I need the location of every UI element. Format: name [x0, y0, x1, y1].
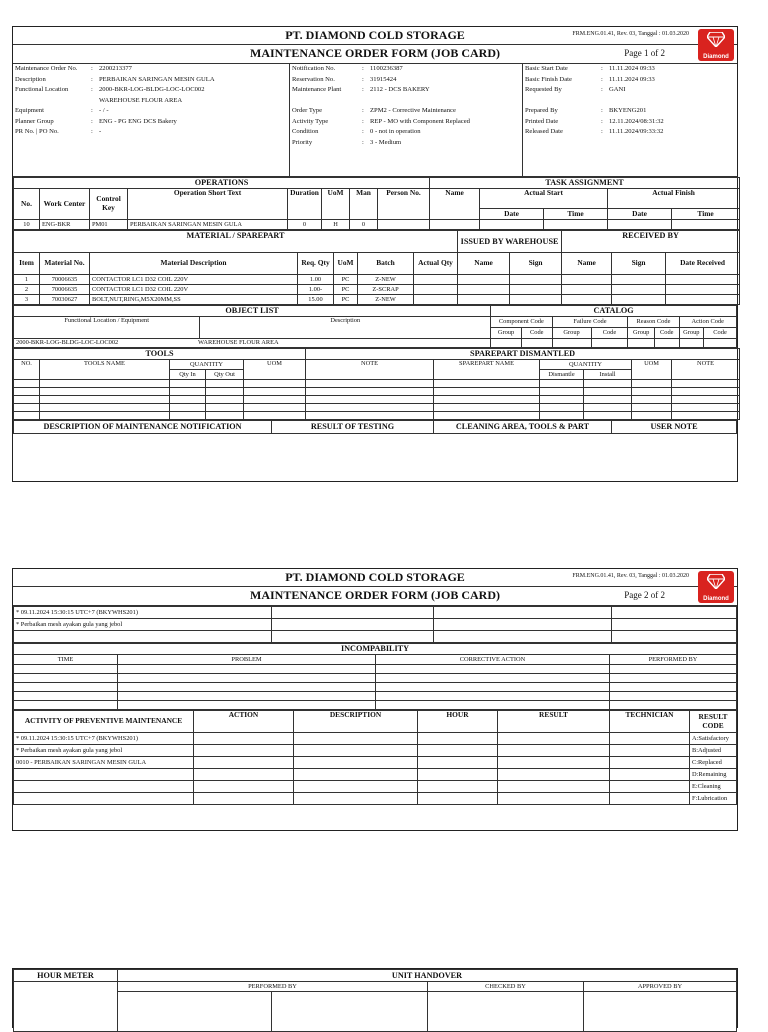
col-header: Component Code — [491, 317, 552, 328]
table-row — [14, 733, 737, 745]
col-header: ACTIVITY OF PREVENTIVE MAINTENANCE — [14, 711, 194, 733]
value: 11.11.2024 09:33 — [609, 65, 655, 73]
diamond-logo — [698, 571, 734, 603]
cell: PERBAIKAN SARINGAN MESIN GULA — [128, 220, 288, 230]
col-header: CHECKED BY — [428, 982, 584, 992]
issued-by-title: ISSUED BY WAREHOUSE — [458, 231, 562, 253]
result-code: B:Adjusted — [690, 745, 737, 757]
label: Basic Finish Date — [525, 75, 572, 83]
table-row — [14, 275, 740, 285]
col-header: QUANTITY — [540, 360, 632, 370]
col-header: APPROVED BY — [584, 982, 737, 992]
col-header: PROBLEM — [118, 655, 376, 665]
order-info-middle: Notification No. : 1100236387 Reservation No. : 31915424 Maintenance Plant : 2112 - DCS BAKERY Order Type : ZPM2 - Corrective Maintenance Activity Type : REP - MO with Component Replaced Condition : 0 - not in operation Priority : 3 - Medium — [290, 64, 522, 148]
col-header: NO. — [14, 360, 40, 380]
value: REP - MO with Component Replaced — [370, 117, 470, 125]
value: 12.11.2024/08:31:32 — [609, 117, 664, 125]
value: PERBAIKAN SARINGAN MESIN GULA — [99, 75, 215, 83]
diamond-icon — [707, 32, 725, 47]
page-2 — [12, 568, 738, 831]
col-header: TIME — [14, 655, 118, 665]
col-header: No. — [14, 189, 40, 220]
order-info-left: Maintenance Order No. : 2200213377 Description : PERBAIKAN SARINGAN MESIN GULA Functional Location : 2000-BKR-LOG-BLDG-LOC-LOC002 WAREHOUSE FLOUR AREA Equipment : - / - Planner Group : ENG - PG ENG DCS Bakery PR No. | PO No. : - — [13, 64, 289, 138]
result-code: A:Satisfactory — [690, 733, 737, 745]
sparepart-dismantled-title: SPAREPART DISMANTLED — [306, 349, 740, 360]
label: Activity Type — [292, 117, 329, 125]
label: Reservation No. — [292, 75, 335, 83]
cell: * 09.11.2024 15:30:15 UTC+7 (BKYWHS201) — [14, 733, 194, 745]
cell: 0010 - PERBAIKAN SARINGAN MESIN GULA — [14, 757, 194, 769]
label: Printed Date — [525, 117, 559, 125]
label: Requested By — [525, 86, 562, 94]
value: GANI — [609, 86, 626, 94]
col-header: UOM — [244, 360, 306, 380]
label: Functional Location — [15, 86, 69, 94]
incompatibility-table — [13, 643, 737, 710]
col-header: Name — [430, 189, 480, 220]
col-header: Action Code — [679, 317, 736, 328]
cell: 10 — [14, 220, 40, 230]
handover-section — [12, 968, 738, 1028]
label: Notification No. — [292, 65, 336, 73]
col-header: Description — [200, 317, 491, 339]
cell: PC — [334, 285, 358, 295]
col-header: QUANTITY — [170, 360, 244, 370]
task-assignment-title: TASK ASSIGNMENT — [430, 178, 740, 189]
col-header: Actual Finish — [608, 189, 740, 209]
diamond-logo — [698, 29, 734, 61]
operations-title: OPERATIONS — [14, 178, 430, 189]
label: Planner Group — [15, 117, 54, 125]
label: Prepared By — [525, 107, 558, 115]
table-row — [14, 220, 740, 230]
user-note-title: USER NOTE — [612, 421, 737, 434]
cell: 1.00 — [298, 275, 334, 285]
table-row — [14, 396, 740, 404]
col-header: RESULT CODE — [690, 711, 737, 733]
form-title: MAINTENANCE ORDER FORM (JOB CARD) — [13, 586, 737, 603]
col-header: Qty In — [170, 370, 206, 380]
col-header: Group — [628, 328, 655, 339]
cell: ENG-BKR — [40, 220, 90, 230]
label: Condition — [292, 128, 319, 136]
object-list-title: OBJECT LIST — [14, 306, 491, 317]
material-table — [13, 230, 740, 305]
unit-handover-title: UNIT HANDOVER — [118, 970, 737, 982]
table-row — [14, 781, 737, 793]
material-title: MATERIAL / SPAREPART — [14, 231, 458, 253]
table-row — [14, 674, 737, 683]
cell: 3 — [14, 295, 40, 305]
cell: Z-SCRAP — [358, 285, 414, 295]
result-code: C:Replaced — [690, 757, 737, 769]
col-header: SPAREPART NAME — [434, 360, 540, 380]
form-reference: FRM.ENG.01.41, Rev. 03, Tanggal : 01.03.2020 — [572, 31, 689, 37]
preventive-activity-table — [13, 710, 737, 805]
cell: WAREHOUSE FLOUR AREA — [198, 339, 279, 347]
cleaning-area-title: CLEANING AREA, TOOLS & PART — [434, 421, 612, 434]
col-header: Control Key — [90, 189, 128, 220]
col-header: Date Received — [666, 253, 740, 275]
cell: 1.00- — [298, 285, 334, 295]
cell: 70006635 — [40, 285, 90, 295]
col-header: PERFORMED BY — [118, 982, 428, 992]
col-header: UoM — [334, 253, 358, 275]
table-row — [14, 295, 740, 305]
order-info — [13, 64, 737, 177]
col-header: Work Center — [40, 189, 90, 220]
form-reference: FRM.ENG.01.41, Rev. 03, Tanggal : 01.03.2020 — [572, 573, 689, 579]
col-header: Code — [591, 328, 628, 339]
value: WAREHOUSE FLOUR AREA — [99, 96, 183, 104]
table-row — [14, 692, 737, 701]
order-info-right: Basic Start Date : 11.11.2024 09:33 Basic Finish Date : 11.11.2024 09:33 Requested By : GANI Prepared By : BKYENG201 Printed Date : 12.11.2024/08:31:32 Released Date : 11.11.2024/09:33:32 — [523, 64, 737, 138]
diamond-icon — [707, 574, 725, 589]
value: - — [99, 128, 102, 136]
col-header: Name — [458, 253, 510, 275]
col-header: DESCRIPTION — [294, 711, 418, 733]
table-row — [14, 388, 740, 396]
table-row — [14, 380, 740, 388]
cell: CONTACTOR LC1 D32 COIL 220V — [90, 285, 298, 295]
table-row — [14, 769, 737, 781]
col-header: RESULT — [498, 711, 610, 733]
value: 3 - Medium — [370, 138, 402, 146]
cell: Z-NEW — [358, 275, 414, 285]
logo-text: Diamond — [703, 54, 729, 60]
page-header — [13, 569, 737, 606]
cell: PC — [334, 275, 358, 285]
col-header: Install — [584, 370, 632, 380]
object-list-table — [13, 305, 737, 348]
table-row — [14, 285, 740, 295]
table-row — [14, 665, 737, 674]
col-header: NOTE — [672, 360, 740, 380]
col-header: Actual Start — [480, 189, 608, 209]
col-header: Date — [480, 209, 544, 220]
col-header: Code — [654, 328, 679, 339]
label: Maintenance Order No. — [15, 65, 78, 73]
value: 2000-BKR-LOG-BLDG-LOC-LOC002 — [99, 86, 205, 94]
cell: PC — [334, 295, 358, 305]
col-header: Batch — [358, 253, 414, 275]
incompatibility-title: INCOMPABILITY — [14, 644, 737, 655]
col-header: Dismantle — [540, 370, 584, 380]
result-testing-title: RESULT OF TESTING — [272, 421, 434, 434]
label: Basic Start Date — [525, 65, 568, 73]
page-number: Page 2 of 2 — [624, 590, 665, 600]
table-row — [14, 793, 737, 805]
tools-title: TOOLS — [14, 349, 306, 360]
label: Order Type — [292, 107, 322, 115]
result-code: E:Cleaning — [690, 781, 737, 793]
col-header: UOM — [632, 360, 672, 380]
value: ENG - PG ENG DCS Bakery — [99, 117, 177, 125]
company-name: PT. DIAMOND COLD STORAGE — [285, 28, 465, 42]
company-name: PT. DIAMOND COLD STORAGE — [285, 570, 465, 584]
page-header — [13, 27, 737, 64]
col-header: HOUR — [418, 711, 498, 733]
cell: CONTACTOR LC1 D32 COIL 220V — [90, 275, 298, 285]
value: 11.11.2024 09:33 — [609, 75, 655, 83]
tools-table — [13, 348, 740, 420]
cell: Z-NEW — [358, 295, 414, 305]
table-row — [14, 757, 737, 769]
col-header: Code — [704, 328, 737, 339]
col-header: Group — [679, 328, 704, 339]
col-header: Operation Short Text — [128, 189, 288, 220]
value: 1100236387 — [370, 65, 403, 73]
table-row — [14, 404, 740, 412]
col-header: PERFORMED BY — [610, 655, 737, 665]
col-header: Name — [562, 253, 612, 275]
cell: 0 — [288, 220, 322, 230]
value: 31915424 — [370, 75, 397, 83]
cell: H — [322, 220, 350, 230]
page-number: Page 1 of 2 — [624, 48, 665, 58]
logo-text: Diamond — [703, 596, 729, 602]
hour-meter-title: HOUR METER — [14, 970, 118, 982]
notes-table — [13, 606, 737, 643]
page-1 — [12, 26, 738, 482]
cell: 15.00 — [298, 295, 334, 305]
col-header: ACTION — [194, 711, 294, 733]
cell: 70006635 — [40, 275, 90, 285]
table-row — [14, 412, 740, 420]
cell: 0 — [350, 220, 378, 230]
value: 2112 - DCS BAKERY — [370, 86, 430, 94]
cell: 70030627 — [40, 295, 90, 305]
table-row — [14, 683, 737, 692]
label: Description — [15, 75, 46, 83]
label: Priority — [292, 138, 313, 146]
col-header: UoM — [322, 189, 350, 220]
label: Maintenance Plant — [292, 86, 342, 94]
col-header: Time — [544, 209, 608, 220]
col-header: Actual Qty — [414, 253, 458, 275]
label: Released Date — [525, 128, 563, 136]
table-row — [14, 701, 737, 710]
col-header: CORRECTIVE ACTION — [376, 655, 610, 665]
form-title: MAINTENANCE ORDER FORM (JOB CARD) — [13, 44, 737, 61]
result-code: D:Remaining — [690, 769, 737, 781]
value: - / - — [99, 107, 109, 115]
col-header: Man — [350, 189, 378, 220]
cell: 1 — [14, 275, 40, 285]
col-header: Duration — [288, 189, 322, 220]
col-header: Item — [14, 253, 40, 275]
value: ZPM2 - Corrective Maintenance — [370, 107, 456, 115]
table-row — [14, 745, 737, 757]
label: Equipment — [15, 107, 44, 115]
value: 11.11.2024/09:33:32 — [609, 128, 664, 136]
col-header: Req. Qty — [298, 253, 334, 275]
value: BKYENG201 — [609, 107, 647, 115]
col-header: Sign — [510, 253, 562, 275]
col-header: TECHNICIAN — [610, 711, 690, 733]
cell: * Perbaikan mesh ayakan gula yang jebol — [14, 745, 194, 757]
operations-table — [13, 177, 740, 230]
col-header: Material No. — [40, 253, 90, 275]
col-header: Group — [552, 328, 591, 339]
col-header: Material Description — [90, 253, 298, 275]
note-text: * 09.11.2024 15:30:15 UTC+7 (BKYWHS201) — [14, 607, 272, 619]
col-header: Person No. — [378, 189, 430, 220]
col-header: Qty Out — [206, 370, 244, 380]
col-header: NOTE — [306, 360, 434, 380]
cell: 2 — [14, 285, 40, 295]
cell: BOLT,NUT,RING,M5X20MM,SS — [90, 295, 298, 305]
col-header: Time — [672, 209, 740, 220]
value: 2200213377 — [99, 65, 132, 73]
notification-section — [13, 420, 737, 434]
col-header: Sign — [612, 253, 666, 275]
label: PR No. | PO No. — [15, 128, 59, 136]
description-notification-title: DESCRIPTION OF MAINTENANCE NOTIFICATION — [14, 421, 272, 434]
catalog-title: CATALOG — [491, 306, 737, 317]
result-code: F:Lubrication — [690, 793, 737, 805]
cell: 2000-BKR-LOG-BLDG-LOC-LOC002 — [16, 339, 119, 347]
note-text: * Perbaikan mesh ayakan gula yang jebol — [14, 619, 272, 631]
col-header: Reason Code — [628, 317, 679, 328]
col-header: Failure Code — [552, 317, 628, 328]
table-row — [14, 339, 737, 348]
value: 0 - not in operation — [370, 128, 421, 136]
col-header: Code — [521, 328, 552, 339]
received-by-title: RECEIVED BY — [562, 231, 740, 253]
cell: PM01 — [90, 220, 128, 230]
col-header: Group — [491, 328, 522, 339]
col-header: TOOLS NAME — [40, 360, 170, 380]
handover-table — [13, 969, 737, 1032]
col-header: Functional Location / Equipment — [14, 317, 200, 339]
col-header: Date — [608, 209, 672, 220]
